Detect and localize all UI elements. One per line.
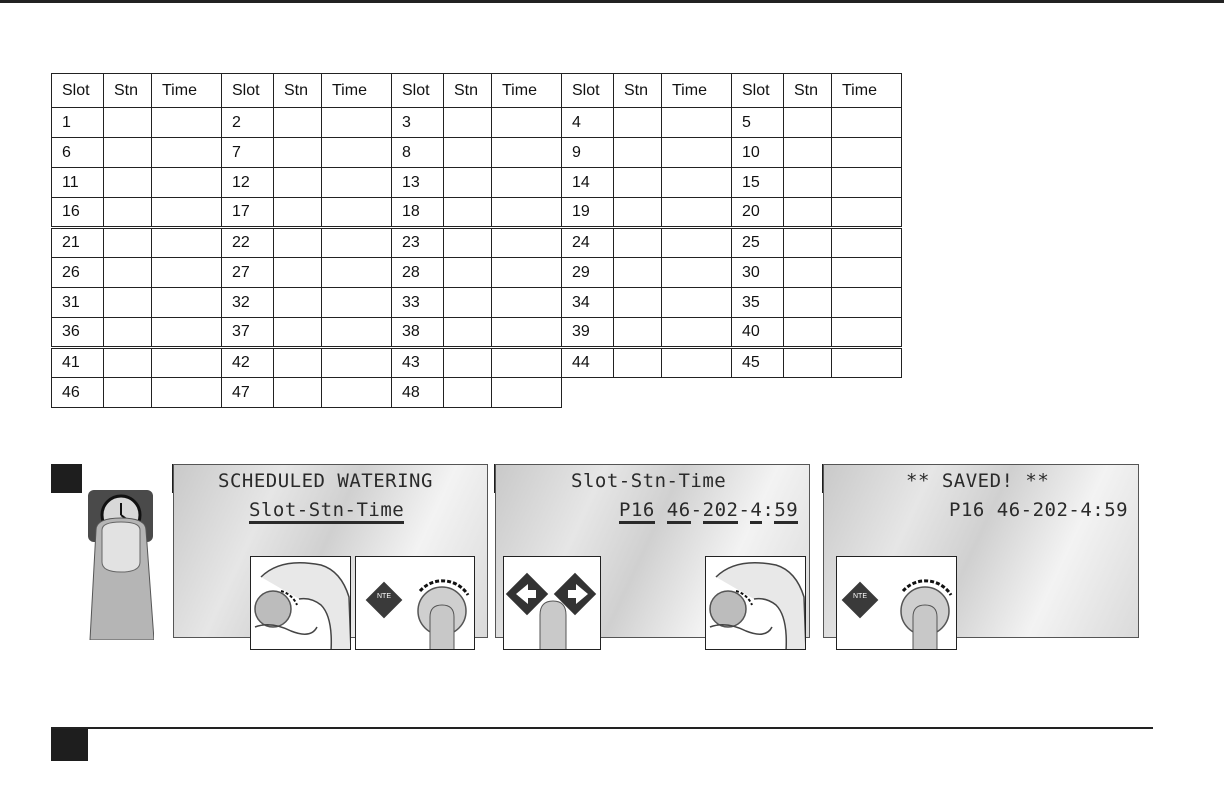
slot-number: 29 [562,258,614,288]
slot-number: 41 [52,348,104,378]
slot-number: 20 [732,198,784,228]
table-header-row [52,74,902,108]
slot-number: 8 [392,138,444,168]
time-cell[interactable] [152,318,222,348]
empty-cell [662,378,732,408]
bottom-rule [51,727,1153,729]
hand-dial-icon [706,557,806,650]
nte-label: NTE [377,593,391,600]
slot-number: 45 [732,348,784,378]
station-cell[interactable] [274,108,322,138]
time-cell[interactable] [152,228,222,258]
lcd-3-dash2: - [738,499,751,521]
time-cell[interactable] [322,138,392,168]
column-header: Time [322,74,392,108]
column-header: Time [662,74,732,108]
time-cell[interactable] [832,108,902,138]
station-cell[interactable] [104,108,152,138]
slot-number: 25 [732,228,784,258]
time-cell[interactable] [152,108,222,138]
time-cell[interactable] [322,378,392,408]
table-row [52,108,902,138]
time-cell[interactable] [662,258,732,288]
top-rule [0,0,1224,3]
station-cell[interactable] [444,168,492,198]
slot-number: 6 [52,138,104,168]
station-cell[interactable] [444,378,492,408]
column-header: Stn [784,74,832,108]
lcd-4-line1: ** SAVED! ** [906,470,1050,492]
empty-cell [832,378,902,408]
time-cell[interactable] [152,288,222,318]
station-cell[interactable] [784,198,832,228]
time-cell[interactable] [322,198,392,228]
time-cell[interactable] [322,318,392,348]
slot-number: 37 [222,318,274,348]
column-header: Time [492,74,562,108]
time-cell[interactable] [492,228,562,258]
empty-cell [614,378,662,408]
time-cell[interactable] [152,378,222,408]
hand-dial-inset[interactable] [250,556,351,650]
station-cell[interactable] [784,258,832,288]
column-header: Slot [392,74,444,108]
time-cell[interactable] [322,258,392,288]
station-cell[interactable] [274,258,322,288]
slot-number: 11 [52,168,104,198]
slot-number: 31 [52,288,104,318]
station-cell[interactable] [104,378,152,408]
time-cell[interactable] [662,288,732,318]
nte-button-icon [366,582,403,619]
lcd-4-line2: P16 46-202-4:59 [949,499,1129,521]
column-header: Stn [614,74,662,108]
slot-number: 17 [222,198,274,228]
station-cell[interactable] [614,258,662,288]
station-cell[interactable] [614,168,662,198]
time-cell[interactable] [832,138,902,168]
time-cell[interactable] [492,258,562,288]
slot-number: 36 [52,318,104,348]
lcd-3-line1: Slot-Stn-Time [571,470,727,492]
slot-number: 19 [562,198,614,228]
station-cell[interactable] [614,288,662,318]
table-row [52,168,902,198]
hand-dial-inset-2[interactable] [705,556,806,650]
time-cell[interactable] [662,348,732,378]
station-cell[interactable] [274,318,322,348]
slot-number: 26 [52,258,104,288]
station-cell[interactable] [274,348,322,378]
nte-button-icon [842,582,879,619]
slot-number: 22 [222,228,274,258]
table-row [52,258,902,288]
time-cell[interactable] [492,108,562,138]
station-cell[interactable] [104,288,152,318]
station-cell[interactable] [104,138,152,168]
station-cell[interactable] [274,198,322,228]
station-cell[interactable] [614,138,662,168]
slot-table [51,73,902,408]
station-cell[interactable] [784,138,832,168]
lcd-2-menu-item: Slot-Stn-Time [249,499,404,524]
slot-number: 30 [732,258,784,288]
station-cell[interactable] [444,288,492,318]
dial-press-icon [418,581,468,650]
time-cell[interactable] [322,228,392,258]
slot-number: 42 [222,348,274,378]
slot-number: 4 [562,108,614,138]
time-cell[interactable] [322,288,392,318]
slot-number: 24 [562,228,614,258]
station-cell[interactable] [784,288,832,318]
station-cell[interactable] [104,318,152,348]
lcd-2-line2 [249,499,404,521]
time-cell[interactable] [492,348,562,378]
slot-number: 5 [732,108,784,138]
time-cell[interactable] [152,168,222,198]
time-cell[interactable] [662,138,732,168]
empty-cell [732,378,784,408]
station-cell[interactable] [274,288,322,318]
station-cell[interactable] [104,168,152,198]
slot-number: 28 [392,258,444,288]
slot-number: 9 [562,138,614,168]
slot-number: 3 [392,108,444,138]
time-cell[interactable] [662,108,732,138]
station-cell[interactable] [614,318,662,348]
station-cell[interactable] [444,258,492,288]
station-cell[interactable] [784,348,832,378]
time-cell[interactable] [662,198,732,228]
slot-number: 12 [222,168,274,198]
slot-number: 14 [562,168,614,198]
time-cell[interactable] [832,288,902,318]
time-cell[interactable] [832,198,902,228]
station-cell[interactable] [614,228,662,258]
column-header: Stn [444,74,492,108]
lcd-3-colon: : [762,499,775,521]
slot-number: 48 [392,378,444,408]
station-cell[interactable] [104,198,152,228]
slot-number: 43 [392,348,444,378]
table-row [52,378,902,408]
station-cell[interactable] [104,348,152,378]
station-cell[interactable] [104,228,152,258]
time-cell[interactable] [492,168,562,198]
slot-number: 34 [562,288,614,318]
station-cell[interactable] [274,228,322,258]
time-cell[interactable] [492,288,562,318]
station-cell[interactable] [444,318,492,348]
station-cell[interactable] [614,108,662,138]
arrow-inset[interactable] [503,556,601,650]
time-cell[interactable] [832,258,902,288]
time-cell[interactable] [832,318,902,348]
slot-number: 44 [562,348,614,378]
column-header: Slot [732,74,784,108]
table-row [52,288,902,318]
clock-button-icon[interactable] [88,490,154,640]
station-cell[interactable] [444,228,492,258]
lcd-3-slot: 46 [667,499,691,524]
empty-cell [562,378,614,408]
column-header: Stn [104,74,152,108]
station-cell[interactable] [444,198,492,228]
station-cell[interactable] [784,228,832,258]
station-cell[interactable] [784,318,832,348]
time-cell[interactable] [832,168,902,198]
nte-dial-inset-2[interactable] [836,556,957,650]
station-cell[interactable] [444,108,492,138]
time-cell[interactable] [322,168,392,198]
station-cell[interactable] [614,198,662,228]
table-row [52,228,902,258]
time-cell[interactable] [662,318,732,348]
lcd-3-hour: 4 [750,499,762,524]
time-cell[interactable] [322,108,392,138]
station-cell[interactable] [444,348,492,378]
lcd-3-minute: 59 [774,499,798,524]
slot-number: 1 [52,108,104,138]
dial-press-icon [901,581,951,650]
slot-number: 13 [392,168,444,198]
lcd-3-dash: - [690,499,703,521]
slot-number: 16 [52,198,104,228]
time-cell[interactable] [152,198,222,228]
column-header: Time [152,74,222,108]
arrow-left-right-icon [504,557,601,650]
nte-dial-inset[interactable] [355,556,475,650]
station-cell[interactable] [784,168,832,198]
lcd-3-program: P16 [619,499,655,524]
slot-number: 46 [52,378,104,408]
time-cell[interactable] [662,168,732,198]
lcd-2-line1: SCHEDULED WATERING [218,470,433,492]
slot-number: 15 [732,168,784,198]
slot-number: 35 [732,288,784,318]
step-1-badge [51,464,82,493]
slot-number: 23 [392,228,444,258]
table-row [52,348,902,378]
column-header: Time [832,74,902,108]
slot-number: 47 [222,378,274,408]
slot-number: 40 [732,318,784,348]
table-row [52,138,902,168]
slot-number: 27 [222,258,274,288]
slot-number: 7 [222,138,274,168]
table-row [52,318,902,348]
slot-number: 39 [562,318,614,348]
empty-cell [784,378,832,408]
column-header: Slot [562,74,614,108]
time-cell[interactable] [152,348,222,378]
slot-number: 33 [392,288,444,318]
slot-number: 21 [52,228,104,258]
hand-dial-icon [251,557,351,650]
time-cell[interactable] [152,258,222,288]
slot-number: 32 [222,288,274,318]
time-cell[interactable] [662,228,732,258]
station-cell[interactable] [104,258,152,288]
time-cell[interactable] [492,378,562,408]
lcd-3-line2 [619,499,798,521]
time-cell[interactable] [832,348,902,378]
column-header: Slot [52,74,104,108]
station-cell[interactable] [274,138,322,168]
column-header: Slot [222,74,274,108]
time-cell[interactable] [492,318,562,348]
station-cell[interactable] [784,108,832,138]
slot-number: 38 [392,318,444,348]
nte-label: NTE [853,593,867,600]
lcd-3-station: 202 [703,499,739,524]
time-cell[interactable] [832,228,902,258]
slot-number: 10 [732,138,784,168]
time-cell[interactable] [492,198,562,228]
page-marker [51,729,88,761]
station-cell[interactable] [274,378,322,408]
station-cell[interactable] [274,168,322,198]
station-cell[interactable] [614,348,662,378]
slot-number: 18 [392,198,444,228]
time-cell[interactable] [322,348,392,378]
slot-number: 2 [222,108,274,138]
time-cell[interactable] [492,138,562,168]
time-cell[interactable] [152,138,222,168]
table-row [52,198,902,228]
station-cell[interactable] [444,138,492,168]
column-header: Stn [274,74,322,108]
